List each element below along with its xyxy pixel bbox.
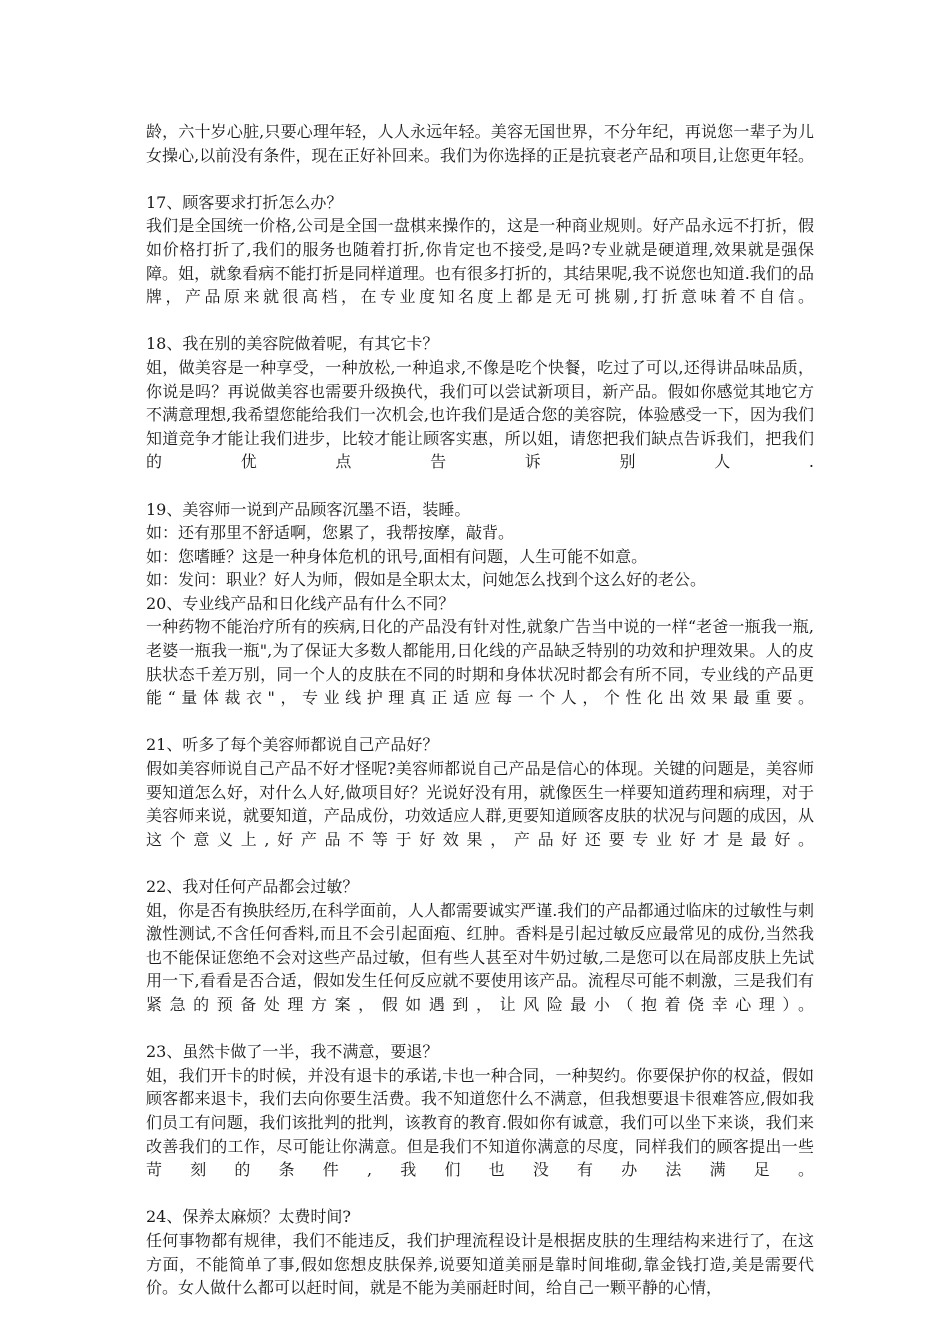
document-page — [146, 120, 814, 1300]
section-heading: 如：还有那里不舒适啊，您累了，我帮按摩，敲背。 — [146, 523, 515, 543]
body-paragraph: 姐，我们开卡的时候，并没有退卡的承诺,卡也一种合同，一种契约。你要保护你的权益，假如顾客都来退卡，我们去向你要生活费。我不知道您什么不满意，但我想要退卡很难答应,假如我们员工有问题，我们该批判的批判，该教育的教育.假如你有诚意，我们可以坐下来谈，我们来改善我们的工作，尽可能让你满意。但是我们不知道你满意的尽度，同样我们的顾客提出一些苛刻的条件,我们也没有办法满足。 — [146, 1065, 814, 1180]
body-paragraph: 假如美容师说自己产品不好才怪呢?美容师都说自己产品是信心的体现。关键的问题是，美容师要知道怎么好，对什么人好,做项目好？光说好没有用，就像医生一样要知道药理和病理，对于美容师来说，就要知道，产品成份，功效适应人群,更要知道顾客皮肤的状况与问题的成因，从这个意义上,好产品不等于好效果，产品好还要专业好才是最好。 — [146, 759, 814, 849]
body-paragraph: 姐，你是否有换肤经历,在科学面前，人人都需要诚实严谨.我们的产品都通过临床的过敏性与刺激性测试,不含任何香料,而且不会引起面疱、红肿。香料是引起过敏反应最常见的成份,当然我也不能保证您绝不会对这些产品过敏，但有些人甚至对牛奶过敏,二是您可以在局部皮肤上先试用一下,看看是否合适，假如发生任何反应就不要使用该产品。流程尽可能不刺激，三是我们有紧急的预备处理方案，假如遇到，让风险最小（抱着侥幸心理）。 — [146, 900, 814, 1014]
section-heading: 18、我在别的美容院做着呢，有其它卡？ — [146, 334, 439, 354]
body-paragraph: 龄，六十岁心脏,只要心理年轻，人人永远年轻。美容无国世界，不分年纪，再说您一辈子为儿女操心,以前没有条件，现在正好补回来。我们为你选择的正是抗衰老产品和项目,让您更年轻。 — [146, 122, 814, 165]
section-heading: 24、保养太麻烦？太费时间? — [146, 1207, 351, 1227]
section-heading: 19、美容师一说到产品顾客沉墨不语，装睡。 — [146, 499, 471, 519]
body-paragraph: 我们是全国统一价格,公司是全国一盘棋来操作的，这是一种商业规则。好产品永远不打折，假如价格打折了,我们的服务也随着打折,你肯定也不接受,是吗?专业就是硬道理,效果就是强保障。姐，就象看病不能打折是同样道理。也有很多打折的，其结果呢,我不说您也知道.我们的品牌，产品原来就很高档，在专业度知名度上都是无可挑剔,打折意味着不自信。 — [146, 216, 814, 307]
body-paragraph: 任何事物都有规律，我们不能违反，我们护理流程设计是根据皮肤的生理结构来进行了，在这方面，不能简单了事,假如您想皮肤保养,说要知道美丽是靠时间堆砌,靠金钱打造,美是需要代价。女人做什么都可以赶时间，就是不能为美丽赶时间，给自己一颗平静的心情， — [146, 1230, 814, 1298]
body-paragraph: 姐，做美容是一种享受，一种放松,一种追求,不像是吃个快餐，吃过了可以,还得讲品味品质，你说是吗？再说做美容也需要升级换代，我们可以尝试新项目，新产品。假如你感觉其地它方不满意理想,我希望您能给我们一次机会,也许我们是适合您的美容院，体验感受一下，因为我们知道竞争才能让我们进步，比较才能让顾客实惠，所以姐，请您把我们缺点告诉我们，把我们的优点告诉别人. — [146, 357, 814, 472]
body-paragraph: 一种药物不能治疗所有的疾病,日化的产品没有针对性,就象广告当中说的一样“老爸一瓶我一瓶,老婆一瓶我一瓶",为了保证大多数人都能用,日化线的产品缺乏特别的功效和护理效果。人的皮肤状态千差万别，同一个人的皮肤在不同的时期和身体状况时都会有所不同，专业线的产品更能“量体裁衣"，专业线护理真正适应每一个人，个性化出效果最重要。 — [146, 617, 814, 708]
section-heading: 17、顾客要求打折怎么办？ — [146, 192, 343, 212]
section-heading: 20、专业线产品和日化线产品有什么不同？ — [146, 593, 455, 613]
section-heading: 22、我对任何产品都会过敏？ — [146, 877, 359, 896]
section-heading: 如：您嗜睡？这是一种身体危机的讯号,面相有问题，人生可能不如意。 — [146, 546, 648, 566]
section-heading: 如：发问：职业？好人为师，假如是全职太太，问她怎么找到个这么好的老公。 — [146, 570, 707, 590]
section-heading: 21、听多了每个美容师都说自己产品好？ — [146, 735, 439, 755]
section-heading: 23、虽然卡做了一半，我不满意，要退？ — [146, 1042, 439, 1062]
